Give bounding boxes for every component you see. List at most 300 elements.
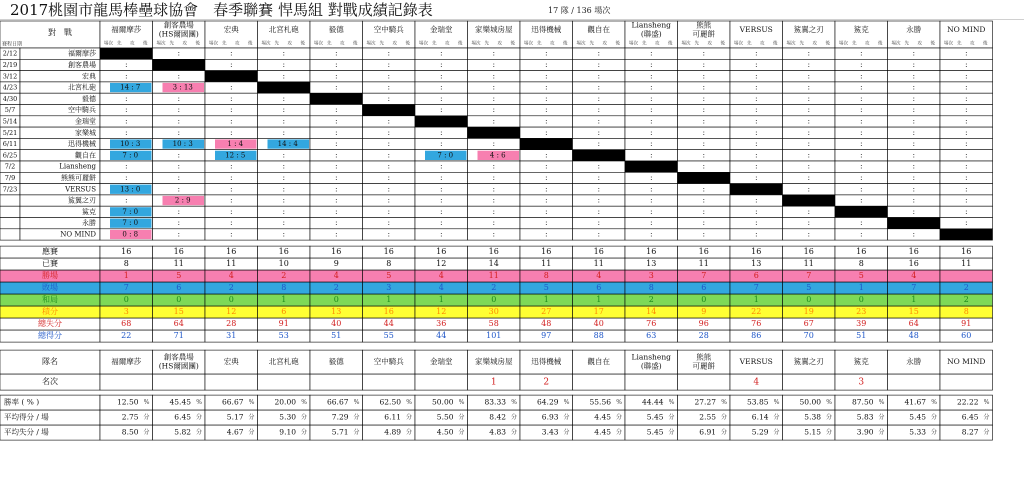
row-team-label: 家樂城 xyxy=(75,128,96,137)
col-sub-header: 後 xyxy=(983,41,988,47)
score-sep: : xyxy=(597,72,600,81)
rank-team-name: 鯊翼之刃 xyxy=(793,357,824,367)
col-sub-header: 場次 xyxy=(734,41,743,47)
score-sep: : xyxy=(545,173,548,182)
score-sep: : xyxy=(492,49,495,58)
rank-value-cell xyxy=(783,374,836,390)
stat-value: 60 xyxy=(961,331,972,341)
score-sep: : xyxy=(597,94,600,103)
score-sep: : xyxy=(440,72,443,81)
score-sep: : xyxy=(807,117,810,126)
stat-value: 6 xyxy=(596,283,602,293)
col-sub-header: 場次 xyxy=(314,41,323,47)
col-sub-header: 後 xyxy=(563,41,568,47)
row-team-label: 毅德 xyxy=(82,94,96,103)
page-header xyxy=(0,0,1024,20)
score-sep: : xyxy=(860,230,863,239)
col-sub-header: 場次 xyxy=(629,41,638,47)
stat-value: 22 xyxy=(751,307,762,317)
col-sub-header: 場次 xyxy=(786,41,796,47)
score-sep: : xyxy=(492,106,495,115)
summary-label: 平均失分 / 場 xyxy=(4,427,49,437)
score-sep: : xyxy=(335,140,338,149)
score-sep: : xyxy=(125,117,128,126)
stat-value: 40 xyxy=(593,319,604,329)
score-sep: : xyxy=(230,219,233,228)
score-sep: : xyxy=(860,83,863,92)
score-sep: : xyxy=(177,94,180,103)
row-team-label: NO MIND xyxy=(60,230,96,239)
stat-value: 51 xyxy=(331,331,342,341)
score-sep: : xyxy=(440,94,443,103)
col-sub-header: 後 xyxy=(248,41,253,47)
col-sub-header: 先 xyxy=(379,41,384,47)
stat-value: 96 xyxy=(698,319,709,329)
stat-value: 8 xyxy=(963,307,969,317)
stat-value: 40 xyxy=(331,319,342,329)
stat-value: 2 xyxy=(963,283,969,293)
score-sep: : xyxy=(807,173,810,182)
col-sub-header: 攻 xyxy=(497,41,502,47)
col-header-team: 家樂城房屋 xyxy=(475,25,513,34)
score-sep: : xyxy=(177,219,180,228)
score-sep: : xyxy=(965,83,968,92)
col-header-team: 福爾摩莎 xyxy=(111,25,142,34)
stat-label: 和局 xyxy=(42,295,58,305)
summary-unit: 分 xyxy=(983,414,990,422)
score-sep: : xyxy=(387,207,390,216)
stat-value: 5 xyxy=(858,271,864,281)
score-sep: : xyxy=(282,94,285,103)
stat-value: 16 xyxy=(278,247,289,257)
summary-value: 66.67 xyxy=(327,397,349,407)
rank-team-name-line-1: 可麗餅 xyxy=(692,361,715,371)
summary-unit: 分 xyxy=(825,414,832,422)
score-sep: : xyxy=(807,230,810,239)
date-label: 5/14 xyxy=(2,117,18,126)
stat-value: 12 xyxy=(436,259,447,269)
date-cell xyxy=(0,218,20,229)
score-sep: : xyxy=(545,117,548,126)
score-sep: : xyxy=(597,128,600,137)
rank-team-name-line-0: 熊熊 xyxy=(696,352,712,362)
score-sep: : xyxy=(702,162,705,171)
score-sep: : xyxy=(807,207,810,216)
col-sub-header: 後 xyxy=(878,41,883,47)
summary-unit: % xyxy=(878,399,885,407)
stat-value: 68 xyxy=(121,319,132,329)
stat-value: 22 xyxy=(121,331,132,341)
self-cell xyxy=(363,105,416,116)
score-sep: : xyxy=(650,117,653,126)
rank-value-cell xyxy=(258,374,311,390)
stat-value: 16 xyxy=(226,247,237,257)
stat-value: 13 xyxy=(751,259,762,269)
col-sub-header: 場次 xyxy=(839,41,848,47)
summary-value: 3.90 xyxy=(856,427,874,437)
match-score: 10 : 3 xyxy=(172,140,193,149)
score-sep: : xyxy=(492,207,495,216)
col-sub-header: 後 xyxy=(668,41,673,47)
score-sep: : xyxy=(597,140,600,149)
col-header-team: 北宮札砲 xyxy=(268,25,299,34)
stat-value: 1 xyxy=(911,295,917,305)
rank-value-cell xyxy=(100,374,153,390)
score-sep: : xyxy=(597,219,600,228)
col-header-team: 空中騎兵 xyxy=(373,25,404,34)
stat-value: 2 xyxy=(491,283,497,293)
col-header-team-line-0: Liansheng xyxy=(631,20,671,30)
col-sub-header: 後 xyxy=(720,41,725,47)
stat-value: 86 xyxy=(751,331,762,341)
score-sep: : xyxy=(177,106,180,115)
score-sep: : xyxy=(755,83,758,92)
corner-sub: 賽程日期 xyxy=(2,41,23,48)
stat-value: 5 xyxy=(176,271,182,281)
col-sub-header: 場次 xyxy=(156,41,166,47)
stat-value: 8 xyxy=(858,259,864,269)
stat-value: 44 xyxy=(383,319,394,329)
score-sep: : xyxy=(545,196,548,205)
summary-unit: % xyxy=(616,399,622,407)
stat-value: 15 xyxy=(173,307,184,317)
rank-value-cell xyxy=(363,374,416,390)
score-sep: : xyxy=(965,219,968,228)
summary-value: 6.45 xyxy=(961,412,979,422)
score-sep: : xyxy=(597,207,600,216)
rank-team-name: 觀自在 xyxy=(587,357,610,367)
summary-value: 62.50 xyxy=(379,397,401,407)
summary-value: 55.56 xyxy=(589,397,611,407)
summary-value: 5.30 xyxy=(279,412,296,422)
summary-value: 4.67 xyxy=(226,427,244,437)
stat-value: 7 xyxy=(753,283,759,293)
score-sep: : xyxy=(597,185,600,194)
stat-value: 11 xyxy=(961,259,972,269)
score-sep: : xyxy=(755,140,758,149)
score-sep: : xyxy=(545,219,548,228)
rank-value: 3 xyxy=(858,377,865,388)
stat-label: 總得分 xyxy=(38,331,62,341)
standings-sheet xyxy=(0,20,1024,481)
score-sep: : xyxy=(965,94,968,103)
summary-unit: % xyxy=(511,399,517,407)
stat-value: 8 xyxy=(123,259,129,269)
summary-unit: 分 xyxy=(248,429,255,437)
date-label: 7/2 xyxy=(4,162,16,171)
summary-value: 83.33 xyxy=(484,397,506,407)
stat-value: 1 xyxy=(281,295,287,305)
score-sep: : xyxy=(125,72,128,81)
score-sep: : xyxy=(545,230,548,239)
score-sep: : xyxy=(755,49,758,58)
row-team-label: 觀自在 xyxy=(75,151,96,160)
summary-value: 20.00 xyxy=(274,397,296,407)
stat-value: 19 xyxy=(803,307,814,317)
col-sub-header: 後 xyxy=(353,41,358,47)
col-header-team-line-1: (HS爾國團) xyxy=(158,29,199,39)
score-sep: : xyxy=(492,230,495,239)
summary-unit: 分 xyxy=(563,429,570,437)
stat-value: 0 xyxy=(176,295,182,305)
score-sep: : xyxy=(860,162,863,171)
score-sep: : xyxy=(335,196,338,205)
summary-value: 7.29 xyxy=(331,412,349,422)
summary-unit: % xyxy=(563,399,570,407)
score-sep: : xyxy=(912,72,915,81)
col-header-team: 毅德 xyxy=(328,25,344,34)
stat-value: 16 xyxy=(856,247,867,257)
stat-value: 4 xyxy=(911,271,917,281)
score-sep: : xyxy=(755,151,758,160)
summary-unit: % xyxy=(721,399,727,407)
score-sep: : xyxy=(387,173,390,182)
score-sep: : xyxy=(387,94,390,103)
stat-value: 16 xyxy=(698,247,709,257)
col-header-team: 迅得機械 xyxy=(531,25,562,34)
col-header-team: 金瑞堂 xyxy=(430,25,453,34)
summary-value: 50.00 xyxy=(799,397,821,407)
stat-label: 敗場 xyxy=(42,283,58,293)
score-sep: : xyxy=(965,60,968,69)
date-cell xyxy=(0,206,20,217)
score-sep: : xyxy=(230,49,233,58)
score-sep: : xyxy=(912,196,915,205)
score-sep: : xyxy=(860,72,863,81)
self-cell xyxy=(940,229,993,240)
date-label: 7/23 xyxy=(2,185,18,194)
col-header-team-line-0: 創客農場 xyxy=(163,20,194,30)
stat-value: 5 xyxy=(386,271,392,281)
score-sep: : xyxy=(702,94,705,103)
date-cell xyxy=(0,229,20,240)
stat-value: 16 xyxy=(121,247,132,257)
col-sub-header: 場次 xyxy=(524,41,533,47)
col-sub-header: 先 xyxy=(957,41,962,47)
col-sub-header: 先 xyxy=(589,41,594,47)
score-sep: : xyxy=(807,219,810,228)
summary-value: 6.14 xyxy=(751,412,769,422)
summary-value: 4.83 xyxy=(489,427,506,437)
col-sub-header: 場次 xyxy=(366,41,376,47)
rank-value: 4 xyxy=(753,377,760,388)
col-sub-header: 先 xyxy=(484,41,489,47)
stat-value: 11 xyxy=(593,259,604,269)
score-sep: : xyxy=(492,72,495,81)
score-sep: : xyxy=(860,60,863,69)
summary-unit: 分 xyxy=(353,429,360,437)
summary-unit: 分 xyxy=(668,414,675,422)
score-sep: : xyxy=(230,60,233,69)
score-sep: : xyxy=(650,140,653,149)
summary-unit: 分 xyxy=(143,429,150,437)
stat-label: 積分 xyxy=(42,307,58,317)
summary-unit: 分 xyxy=(615,414,622,422)
score-sep: : xyxy=(860,94,863,103)
score-sep: : xyxy=(335,219,338,228)
stat-value: 70 xyxy=(803,331,814,341)
rank-team-name: VERSUS xyxy=(739,357,773,367)
stat-value: 1 xyxy=(386,295,392,305)
score-sep: : xyxy=(440,196,443,205)
score-sep: : xyxy=(230,230,233,239)
col-sub-header: 先 xyxy=(852,41,857,47)
score-sep: : xyxy=(230,83,233,92)
match-score: 2 : 9 xyxy=(174,196,191,205)
stat-value: 2 xyxy=(228,283,234,293)
stat-value: 48 xyxy=(541,319,552,329)
summary-value: 6.91 xyxy=(699,427,716,437)
col-sub-header: 後 xyxy=(458,41,463,47)
score-sep: : xyxy=(860,49,863,58)
score-sep: : xyxy=(230,207,233,216)
date-label: 5/21 xyxy=(2,128,18,137)
summary-unit: 分 xyxy=(720,414,727,422)
stat-value: 64 xyxy=(908,319,919,329)
match-score: 14 : 7 xyxy=(120,83,141,92)
score-sep: : xyxy=(492,173,495,182)
score-sep: : xyxy=(545,49,548,58)
score-sep: : xyxy=(545,151,548,160)
score-sep: : xyxy=(807,83,810,92)
col-sub-header: 攻 xyxy=(655,41,660,47)
self-cell xyxy=(468,127,521,138)
summary-unit: 分 xyxy=(458,429,465,437)
col-header-team: 宏典 xyxy=(223,25,239,34)
score-sep: : xyxy=(335,60,338,69)
score-sep: : xyxy=(177,162,180,171)
score-sep: : xyxy=(387,128,390,137)
stat-value: 16 xyxy=(541,247,552,257)
match-score: 7 : 0 xyxy=(437,151,454,160)
score-sep: : xyxy=(545,162,548,171)
score-sep: : xyxy=(387,219,390,228)
rank-value-cell xyxy=(678,374,731,390)
score-sep: : xyxy=(230,196,233,205)
summary-value: 5.29 xyxy=(751,427,769,437)
score-sep: : xyxy=(860,140,863,149)
score-sep: : xyxy=(702,140,705,149)
rank-team-name: 金瑞堂 xyxy=(430,357,453,367)
score-sep: : xyxy=(965,207,968,216)
score-sep: : xyxy=(177,49,180,58)
summary-value: 4.45 xyxy=(594,427,611,437)
summary-value: 5.50 xyxy=(436,412,454,422)
score-sep: : xyxy=(335,230,338,239)
date-label: 4/30 xyxy=(2,94,18,103)
score-sep: : xyxy=(912,49,915,58)
summary-value: 50.00 xyxy=(432,397,454,407)
rank-team-label: 隊名 xyxy=(42,357,58,367)
summary-value: 44.44 xyxy=(642,397,664,407)
summary-unit: 分 xyxy=(878,414,885,422)
score-sep: : xyxy=(650,230,653,239)
score-sep: : xyxy=(702,185,705,194)
summary-value: 2.75 xyxy=(121,412,139,422)
summary-unit: 分 xyxy=(983,429,990,437)
score-sep: : xyxy=(440,219,443,228)
match-score: 14 : 4 xyxy=(277,140,298,149)
score-sep: : xyxy=(335,162,338,171)
row-team-label: 鯊克 xyxy=(82,207,96,216)
summary-unit: 分 xyxy=(878,429,885,437)
corner-label: 對 戰 xyxy=(48,28,72,37)
stat-value: 16 xyxy=(593,247,604,257)
summary-value: 4.89 xyxy=(384,427,401,437)
col-header-team: 鯊翼之刃 xyxy=(793,25,824,34)
score-sep: : xyxy=(177,173,180,182)
stat-label: 勝場 xyxy=(42,271,58,281)
rank-team-name: 家樂城房屋 xyxy=(475,357,513,367)
stat-value: 2 xyxy=(648,295,654,305)
col-sub-header: 先 xyxy=(432,41,437,47)
score-sep: : xyxy=(177,72,180,81)
stat-value: 16 xyxy=(488,247,499,257)
score-sep: : xyxy=(702,117,705,126)
score-sep: : xyxy=(650,207,653,216)
score-sep: : xyxy=(282,60,285,69)
score-sep: : xyxy=(387,196,390,205)
match-score: 4 : 6 xyxy=(489,151,506,160)
score-sep: : xyxy=(387,49,390,58)
score-sep: : xyxy=(597,60,600,69)
summary-unit: 分 xyxy=(773,429,780,437)
score-sep: : xyxy=(492,60,495,69)
score-sep: : xyxy=(282,185,285,194)
col-sub-header: 先 xyxy=(274,41,279,47)
score-sep: : xyxy=(755,128,758,137)
score-sep: : xyxy=(965,49,968,58)
row-team-label: 北宮札砲 xyxy=(68,83,96,92)
score-sep: : xyxy=(125,162,128,171)
summary-unit: 分 xyxy=(458,414,465,422)
score-sep: : xyxy=(282,162,285,171)
score-sep: : xyxy=(125,128,128,137)
stat-value: 16 xyxy=(908,247,919,257)
stat-value: 3 xyxy=(123,307,129,317)
score-sep: : xyxy=(702,83,705,92)
date-label: 2/19 xyxy=(2,60,18,69)
stat-value: 16 xyxy=(751,247,762,257)
score-sep: : xyxy=(650,173,653,182)
score-sep: : xyxy=(125,106,128,115)
score-sep: : xyxy=(702,196,705,205)
self-cell xyxy=(573,150,626,161)
score-sep: : xyxy=(387,60,390,69)
score-sep: : xyxy=(335,117,338,126)
stat-value: 1 xyxy=(123,271,129,281)
score-sep: : xyxy=(965,140,968,149)
stat-value: 23 xyxy=(856,307,867,317)
col-header-team: NO MIND xyxy=(947,25,986,34)
rank-value-cell xyxy=(310,374,363,390)
stat-value: 31 xyxy=(226,331,237,341)
stat-value: 30 xyxy=(488,307,499,317)
score-sep: : xyxy=(440,230,443,239)
col-sub-header: 先 xyxy=(747,41,752,47)
rank-team-name: 毅德 xyxy=(328,357,344,367)
col-sub-header: 後 xyxy=(825,41,830,47)
score-sep: : xyxy=(912,185,915,194)
score-sep: : xyxy=(650,219,653,228)
score-sep: : xyxy=(335,173,338,182)
summary-value: 45.45 xyxy=(169,397,191,407)
match-score: 0 : 8 xyxy=(122,230,139,239)
score-sep: : xyxy=(282,219,285,228)
row-team-label: 永勝 xyxy=(82,219,96,228)
score-sep: : xyxy=(755,173,758,182)
score-sep: : xyxy=(702,230,705,239)
